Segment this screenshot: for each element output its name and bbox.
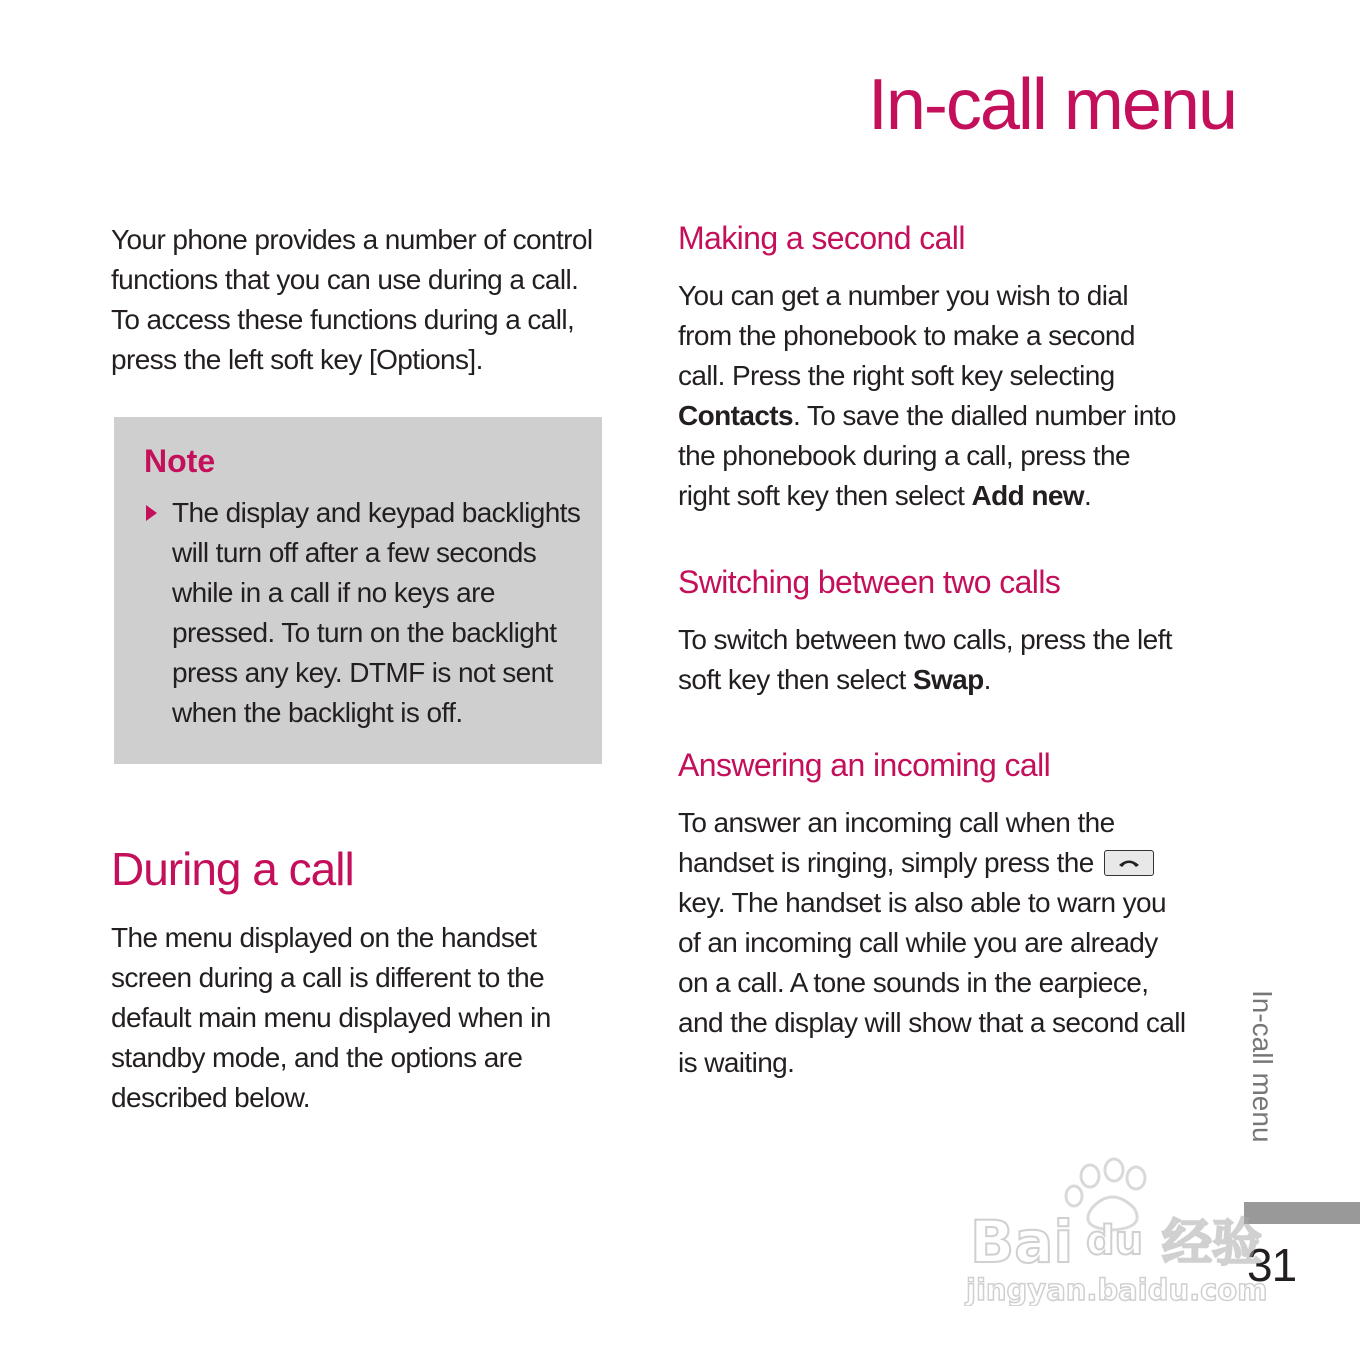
text-segment: key. The handset is also able to warn you of an incoming call while you are already on a call. A tone sounds in the earpiece, and the display will show that a second call is waiting. — [678, 887, 1186, 1078]
swap-term: Swap — [912, 664, 984, 695]
text-segment: You can get a number you wish to dial from the phonebook to make a second call. Press the right soft key selecting — [678, 280, 1135, 391]
watermark-url: jingyan.baidu.com — [966, 1273, 1268, 1306]
intro-paragraph: Your phone provides a number of control functions that you can use during a call. To access these functions during a call, press the left soft key [Options]. — [111, 224, 593, 375]
answering-call-paragraph — [678, 803, 1188, 1083]
page-number: 31 — [1247, 1239, 1297, 1291]
note-text: The display and keypad backlights will turn off after a few seconds while in a call if no keys are pressed. To turn on the backlight press any key. DTMF is not sent when the backlight is off. — [172, 497, 581, 728]
page-title: In-call menu — [867, 65, 1236, 145]
watermark-brand-2: du — [1086, 1218, 1144, 1264]
during-call-paragraph: The menu displayed on the handset screen during a call is different to the default main menu displayed when in standby mode, and the options are described below. — [111, 922, 551, 1113]
switching-calls-paragraph — [678, 620, 1188, 700]
text-segment: To switch between two calls, press the left soft key then select — [678, 624, 1172, 695]
watermark-brand: Bai — [970, 1208, 1074, 1276]
making-second-call-paragraph — [678, 276, 1188, 516]
side-section-label: In-call menu — [1247, 990, 1278, 1143]
switching-calls-heading: Switching between two calls — [678, 564, 1061, 600]
send-key-icon — [1104, 850, 1154, 876]
note-title: Note — [144, 443, 216, 479]
baidu-watermark — [962, 1156, 1282, 1306]
contacts-term: Contacts — [678, 400, 793, 431]
note-box — [114, 417, 602, 764]
triangle-bullet-icon — [146, 505, 157, 521]
answering-call-heading: Answering an incoming call — [678, 747, 1051, 783]
text-segment: . — [1083, 480, 1092, 511]
watermark-suffix: 经验 — [1162, 1214, 1262, 1272]
text-segment: . — [983, 664, 991, 695]
making-second-call-heading: Making a second call — [678, 220, 965, 256]
add-new-term: Add new — [971, 480, 1084, 511]
during-call-heading: During a call — [111, 843, 354, 895]
text-segment: To answer an incoming call when the handset is ringing, simply press the — [678, 807, 1115, 878]
text-segment: . To save the dialled number into the phonebook during a call, press the right soft key then select — [678, 400, 1176, 511]
